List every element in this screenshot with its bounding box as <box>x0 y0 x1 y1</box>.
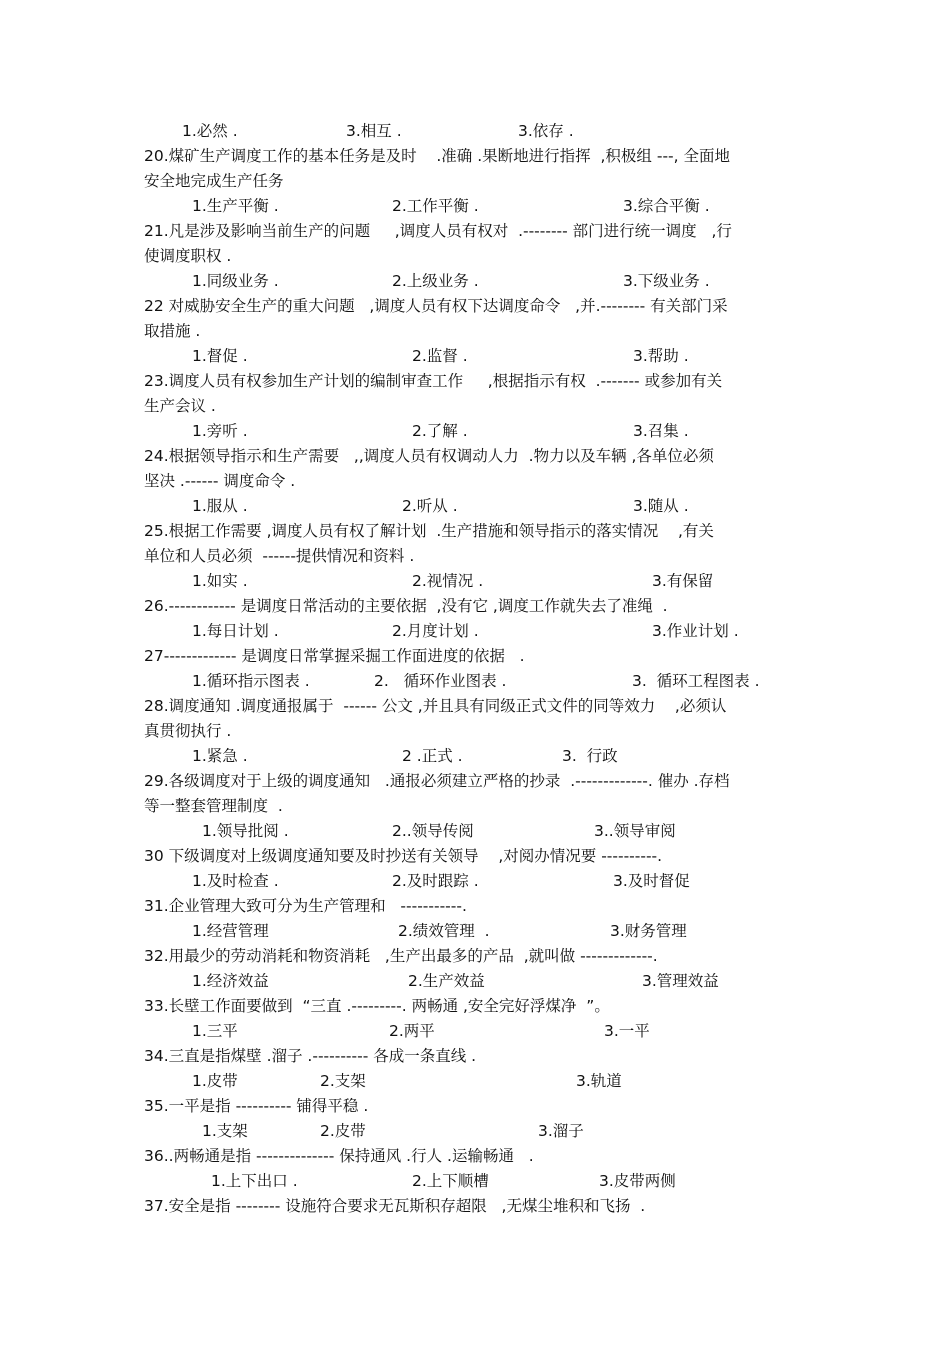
option-1: 1.经营管理 <box>192 922 269 940</box>
option-1: 1.旁听 . <box>192 422 248 440</box>
question-21-line-1: 21.凡是涉及影响当前生产的问题 ,调度人员有权对 .-------- 部门进行统一调度 ,行 <box>144 222 732 240</box>
option-3: 3.召集 . <box>633 422 689 440</box>
question-25-line-1: 25.根据工作需要 ,调度人员有权了解计划 .生产措施和领导指示的落实情况 ,有关 <box>144 522 714 540</box>
option-3: 3.下级业务 . <box>623 272 710 290</box>
question-31: 31.企业管理大致可分为生产管理和 -----------. <box>144 897 467 915</box>
question-28-line-2: 真贯彻执行 . <box>144 722 232 740</box>
option-1: 1.每日计划 . <box>192 622 279 640</box>
option-3: 3.一平 <box>604 1022 650 1040</box>
option-2: 2.两平 <box>389 1022 435 1040</box>
option-3: 3.随从 . <box>633 497 689 515</box>
option-1: 1.上下出口 . <box>211 1172 298 1190</box>
option-3: 3.帮助 . <box>633 347 689 365</box>
option-3: 3.作业计划 . <box>652 622 739 640</box>
option-3: 3.及时督促 <box>613 872 690 890</box>
option-2: 2.监督 . <box>412 347 468 365</box>
option-2: 2. 循环作业图表 . <box>374 672 507 690</box>
option-3: 3..领导审阅 <box>594 822 676 840</box>
option-1: 1.紧急 . <box>192 747 248 765</box>
option-2: 2.绩效管理 . <box>398 922 490 940</box>
question-37: 37.安全是指 -------- 设施符合要求无瓦斯积存超限 ,无煤尘堆积和飞扬 . <box>144 1197 646 1215</box>
question-20-line-1: 20.煤矿生产调度工作的基本任务是及时 .准确 .果断地进行指挥 ,积极组 ---, 全面地 <box>144 147 730 165</box>
question-20-line-2: 安全地完成生产任务 <box>144 172 284 190</box>
option-2: 2..领导传阅 <box>392 822 474 840</box>
option-1: 1.支架 <box>202 1122 248 1140</box>
option-2: 2.皮带 <box>320 1122 366 1140</box>
question-24-line-2: 坚决 .------ 调度命令 . <box>144 472 296 490</box>
question-21-line-2: 使调度职权 . <box>144 247 232 265</box>
question-36: 36..两畅通是指 -------------- 保持通风 .行人 .运输畅通 . <box>144 1147 534 1165</box>
option-1: 1.经济效益 <box>192 972 269 990</box>
option-1: 1.如实 . <box>192 572 248 590</box>
option-3: 3.管理效益 <box>642 972 719 990</box>
question-26: 26.------------ 是调度日常活动的主要依据 ,没有它 ,调度工作就失去了准绳 . <box>144 597 668 615</box>
question-27: 27------------- 是调度日常掌握采掘工作面进度的依据 . <box>144 647 525 665</box>
question-25-line-2: 单位和人员必须 ------提供情况和资料 . <box>144 547 415 565</box>
option-2: 2 .正式 . <box>402 747 463 765</box>
option-3: 3. 行政 <box>562 747 618 765</box>
question-22-line-1: 22 对威胁安全生产的重大问题 ,调度人员有权下达调度命令 ,并.-------- 有关部门采 <box>144 297 728 315</box>
option-2: 2.听从 . <box>402 497 458 515</box>
option-2: 2.上下顺槽 <box>412 1172 489 1190</box>
question-34: 34.三直是指煤壁 .溜子 .---------- 各成一条直线 . <box>144 1047 477 1065</box>
question-24-line-1: 24.根据领导指示和生产需要 ,,调度人员有权调动人力 .物力以及车辆 ,各单位必须 <box>144 447 714 465</box>
question-29-line-1: 29.各级调度对于上级的调度通知 .通报必须建立严格的抄录 .-------------. 催办 .存档 <box>144 772 730 790</box>
option-2: 2.工作平衡 . <box>392 197 479 215</box>
question-29-line-2: 等一整套管理制度 . <box>144 797 283 815</box>
question-28-line-1: 28.调度通知 .调度通报属于 ------ 公文 ,并且具有同级正式文件的同等效力 ,必须认 <box>144 697 727 715</box>
option-3: 3. 循环工程图表 . <box>632 672 760 690</box>
option-2: 2.视情况 . <box>412 572 484 590</box>
option-3: 3.综合平衡 . <box>623 197 710 215</box>
option-1: 1.皮带 <box>192 1072 238 1090</box>
option-3: 3.财务管理 <box>610 922 687 940</box>
question-23-line-2: 生产会议 . <box>144 397 216 415</box>
option-1: 1.生产平衡 . <box>192 197 279 215</box>
option-2: 2.及时跟踪 . <box>392 872 479 890</box>
option-3: 3.依存 . <box>518 122 574 140</box>
question-32: 32.用最少的劳动消耗和物资消耗 ,生产出最多的产品 ,就叫做 -------------. <box>144 947 658 965</box>
question-33: 33.长壁工作面要做到 “三直 .---------. 两畅通 ,安全完好浮煤净 ”。 <box>144 997 610 1015</box>
option-3: 3.有保留 <box>652 572 714 590</box>
option-3: 3.轨道 <box>576 1072 622 1090</box>
option-3: 3.溜子 <box>538 1122 584 1140</box>
option-1: 1.同级业务 . <box>192 272 279 290</box>
option-1: 1.督促 . <box>192 347 248 365</box>
option-2: 3.相互 . <box>346 122 402 140</box>
option-2: 2.月度计划 . <box>392 622 479 640</box>
option-1: 1.循环指示图表 . <box>192 672 310 690</box>
option-1: 1.三平 <box>192 1022 238 1040</box>
option-3: 3.皮带两侧 <box>599 1172 676 1190</box>
option-1: 1.必然 . <box>182 122 238 140</box>
option-2: 2.上级业务 . <box>392 272 479 290</box>
question-23-line-1: 23.调度人员有权参加生产计划的编制审查工作 ,根据指示有权 .------- 或参加有关 <box>144 372 723 390</box>
question-35: 35.一平是指 ---------- 铺得平稳 . <box>144 1097 369 1115</box>
option-1: 1.及时检查 . <box>192 872 279 890</box>
option-2: 2.支架 <box>320 1072 366 1090</box>
option-1: 1.领导批阅 . <box>202 822 289 840</box>
option-1: 1.服从 . <box>192 497 248 515</box>
option-2: 2.生产效益 <box>408 972 485 990</box>
question-22-line-2: 取措施 . <box>144 322 201 340</box>
option-2: 2.了解 . <box>412 422 468 440</box>
question-30: 30 下级调度对上级调度通知要及时抄送有关领导 ,对阅办情况要 ----------. <box>144 847 663 865</box>
